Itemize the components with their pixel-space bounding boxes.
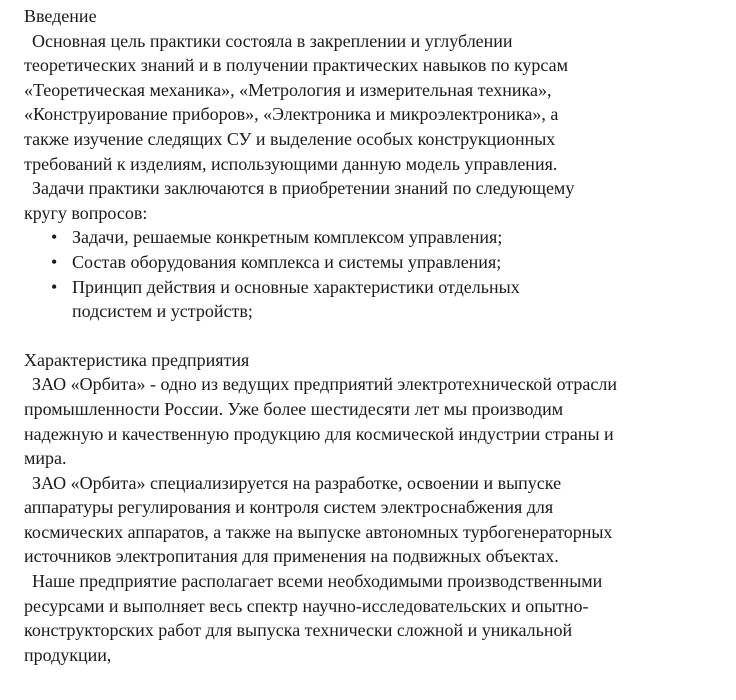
list-item-text: Состав оборудования комплекса и системы управления; — [72, 251, 502, 272]
section-heading-company: Характеристика предприятия — [24, 349, 250, 370]
list-item-continuation: подсистем и устройств; — [72, 301, 253, 322]
bullet-list — [24, 225, 724, 323]
text-line: Основная цель практики состояла в закреплении и углублении — [32, 30, 513, 51]
document-page — [24, 4, 724, 667]
company-paragraph-3 — [24, 569, 724, 667]
text-line: теоретических знаний и в получении практических навыков по курсам — [24, 55, 569, 76]
text-line: ЗАО «Орбита» - одно из ведущих предприятий электротехнической отрасли — [32, 374, 618, 395]
bullet-icon: • — [51, 251, 58, 272]
text-line: космических аппаратов, а также на выпуске автономных турбогенераторных — [24, 521, 613, 542]
text-line: требований к изделиям, использующими данную модель управления. — [24, 153, 558, 174]
text-line: Задачи практики заключаются в приобретении знаний по следующему — [32, 178, 575, 199]
list-item — [24, 275, 724, 300]
text-line: конструкторских работ для выпуска технически сложной и уникальной — [24, 620, 573, 641]
text-line: промышленности России. Уже более шестидесяти лет мы производим — [24, 398, 564, 419]
text-line: «Теоретическая механика», «Метрология и измерительная техника», — [24, 79, 552, 100]
list-item-text: Принцип действия и основные характеристики отдельных — [72, 276, 520, 297]
text-line: надежную и качественную продукцию для космической индустрии страны и — [24, 423, 614, 444]
text-line: Наше предприятие располагает всеми необходимыми производственными — [32, 571, 603, 592]
intro-paragraph-1 — [24, 29, 724, 177]
text-line: ЗАО «Орбита» специализируется на разработке, освоении и выпуске — [32, 472, 562, 493]
company-paragraph-1 — [24, 372, 724, 470]
text-line: продукции, — [24, 644, 112, 665]
text-line: ресурсами и выполняет весь спектр научно-исследовательских и опытно- — [24, 595, 589, 616]
bullet-icon: • — [51, 276, 58, 297]
text-line: кругу вопросов: — [24, 202, 148, 223]
company-paragraph-2 — [24, 471, 724, 569]
section-heading-intro: Введение — [24, 6, 97, 26]
list-item — [24, 225, 724, 250]
text-line: также изучение следящих СУ и выделение особых конструкционных — [24, 128, 556, 149]
text-line: «Конструирование приборов», «Электроника и микроэлектроника», а — [24, 104, 559, 125]
list-item-text: Задачи, решаемые конкретным комплексом управления; — [72, 227, 503, 248]
text-line: источников электропитания для применения на подвижных объектах. — [24, 546, 559, 567]
text-line: аппаратуры регулирования и контроля систем электроснабжения для — [24, 497, 554, 518]
text-line: мира. — [24, 448, 67, 469]
list-item — [24, 250, 724, 275]
paragraph-gap — [24, 324, 724, 348]
bullet-icon: • — [51, 227, 58, 248]
intro-paragraph-2 — [24, 176, 724, 225]
